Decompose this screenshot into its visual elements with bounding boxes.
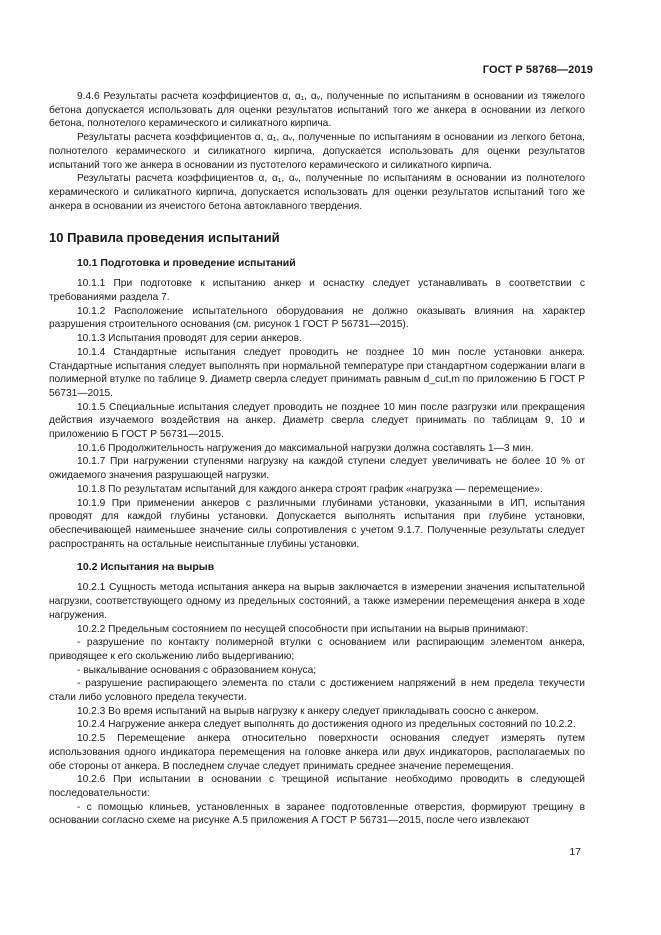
document-header: ГОСТ Р 58768—2019 [482,64,593,76]
list-item: - разрушение распирающего элемента по стали с достижением напряжений в нем предела текучести стали либо условного предела текучести. [49,678,585,704]
paragraph: 9.4.6 Результаты расчета коэффициентов α, α₁, αᵥ, полученные по испытаниям в основании из тяжелого бетона допускается использовать для оценки результатов испытаний того же анкера в основании из легкого бетона, полнотелого керамического и силикатного кирпича. [49,91,585,130]
page-body [49,90,585,828]
paragraph: 10.1.9 При применении анкеров с различными глубинами установки, указанными в ИП, испытания проводят для каждой глубины установки. Допускается выполнять испытания при глубине установки, обеспечивающей наименьшее значение силы сопротивления с учетом 9.1.7. Полученные результаты следует распространять на остальные неиспытанные глубины установки. [49,497,585,550]
paragraph: 10.1.3 Испытания проводят для серии анкеров. [77,333,302,345]
paragraph: 10.2.3 Во время испытаний на вырыв нагрузку к анкеру следует прикладывать соосно с анкером. [77,705,539,717]
paragraph: 10.1.1 При подготовке к испытанию анкер и оснастку следует устанавливать в соответствии с требованиями раздела 7. [49,278,585,304]
paragraph: Результаты расчета коэффициентов α, α₁, αᵥ, полученные по испытаниям в основании из легкого бетона, полнотелого керамического и силикатного кирпича, допускается использовать для оценки результатов испытаний того же анкера в основании из пустотелого керамического и силикатного кирпича. [49,132,585,171]
paragraph: 10.1.5 Специальные испытания следует проводить не позднее 10 мин после разгрузки или прекращения действия изучаемого воздействия на анкер. Диаметр сверла следует принимать по таблицам 9, 10 и приложению Б ГОСТ Р 56731—2015. [49,401,585,441]
section-title: 10 Правила проведения испытаний [49,230,280,246]
paragraph: 10.1.2 Расположение испытательного оборудования не должно оказывать влияния на характер разрушения строительного основания (см. рисунок 1 ГОСТ Р 56731—2015). [49,305,585,331]
page-number: 17 [569,846,581,858]
paragraph: 10.1.6 Продолжительность нагружения до максимальной нагрузки должна составлять 1—3 мин. [77,442,534,454]
paragraph: 10.2.6 При испытании в основании с трещиной испытание необходимо проводить в следующей последовательности: [49,774,585,799]
paragraph: 10.2.1 Сущность метода испытания анкера на вырыв заключается в измерении значения испытательной нагрузки, соответствующего одному из предельных состояний, а также измерении перемещения анкера в ходе нагружения. [49,582,585,621]
paragraph: 10.2.5 Перемещение анкера относительно поверхности основания следует измерять путем использования одного индикатора перемещения на головке анкера или двух индикаторов, располагаемых по обе стороны от анкера. В последнем случае следует принимать среднее значение перемещения. [49,733,585,772]
paragraph: Результаты расчета коэффициентов α, α₁, αᵥ, полученные по испытаниям в основании из полнотелого керамического и силикатного кирпича, допускается использовать для оценки результатов испытаний того же анкера в основании из ячеистого бетона автоклавного твердения. [49,173,585,212]
list-item: - с помощью клиньев, установленных в заранее подготовленные отверстия, формируют трещину в основании согласно схеме на рисунке А.5 приложения А ГОСТ Р 56731—2015, после чего извлекают [49,801,585,827]
paragraph: 10.1.8 По результатам испытаний для каждого анкера строят график «нагрузка — перемещение». [77,483,543,495]
paragraph: 10.2.4 Нагружение анкера следует выполнять до достижения одного из предельных состояний по 10.2.2. [77,719,576,731]
subsection-title: 10.1 Подготовка и проведение испытаний [77,257,296,270]
list-item: - разрушение по контакту полимерной втулки с основанием или распирающим элементом анкера, приводящее к его скольжению либо выдергиванию; [49,637,585,662]
paragraph: 10.2.2 Предельным состоянием по несущей способности при испытании на вырыв принимают: [77,623,529,635]
list-item: - выкалывание основания с образованием конуса; [77,664,317,676]
subsection-title: 10.2 Испытания на вырыв [77,561,215,574]
paragraph: 10.1.7 При нагружении ступенями нагрузку на каждой ступени следует увеличивать не более 10 % от ожидаемого значения разрушающей нагрузки. [49,456,585,482]
paragraph: 10.1.4 Стандартные испытания следует проводить не позднее 10 мин после установки анкера. Стандартные испытания следует выполнять при нормальной температуре при стандартном содержании влаги в полимерной втулке по таблице 9. Диаметр сверла следует принимать равным d_cut,m по приложению Б ГОСТ Р 56731—2015. [49,346,585,399]
